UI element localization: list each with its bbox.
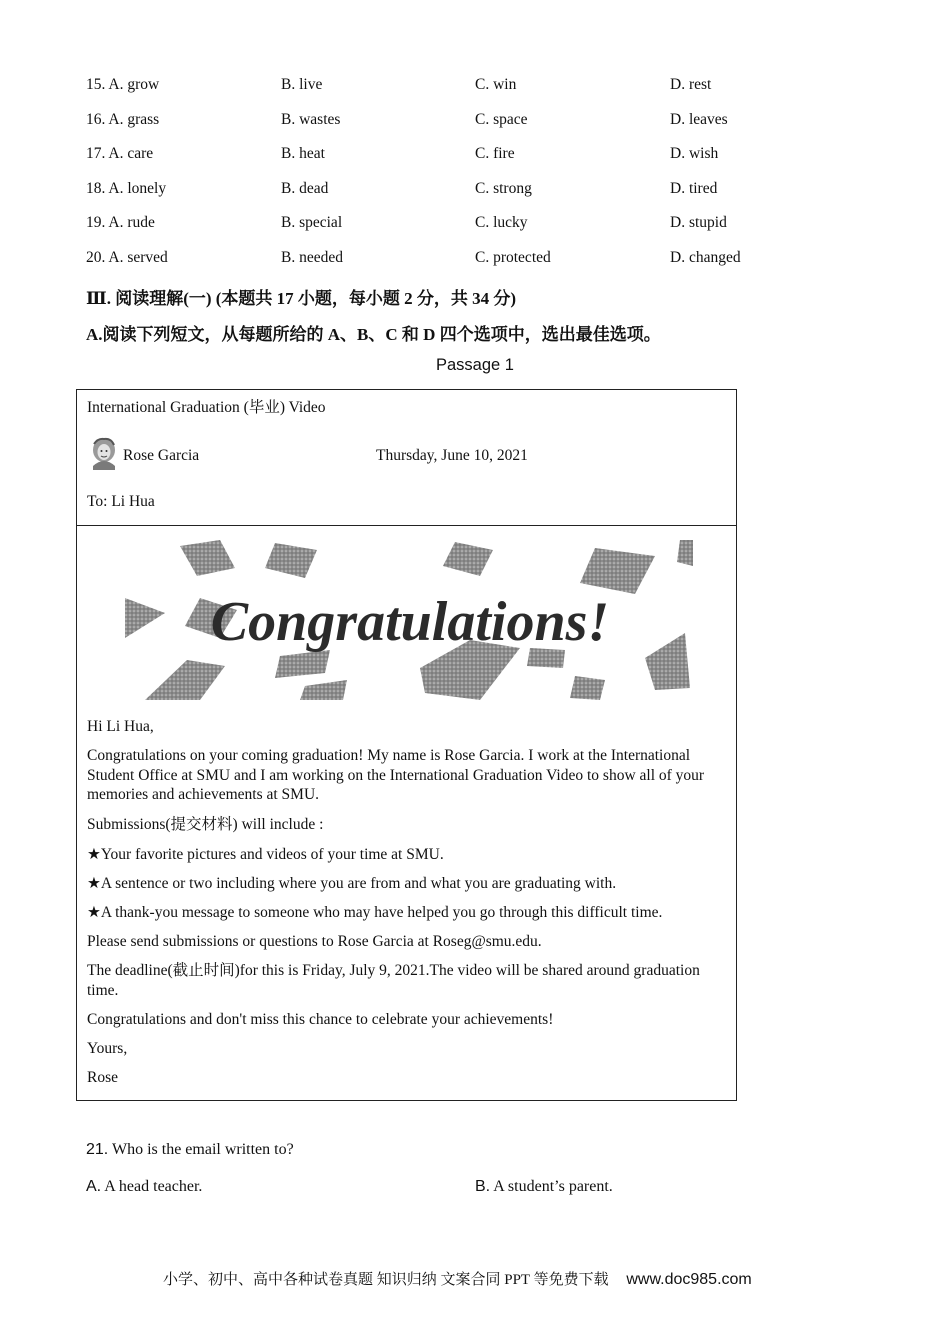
option-c: C. lucky xyxy=(475,214,528,231)
option-a: 20. A. served xyxy=(86,249,168,266)
deadline-text: The deadline(截止时间)for this is Friday, July 9, 2021.The video will be shared around graduation time. xyxy=(87,962,700,999)
question-number: 21. xyxy=(86,1141,109,1158)
option-c: C. protected xyxy=(475,249,551,266)
email-subject: International Graduation (毕业) Video xyxy=(87,399,326,416)
signature: Rose xyxy=(87,1069,118,1086)
header-divider xyxy=(77,525,736,526)
option-b: B. dead xyxy=(281,180,329,197)
option-d: D. leaves xyxy=(670,111,728,128)
option-row-17 xyxy=(86,145,786,167)
option-letter: B. xyxy=(475,1178,491,1195)
option-b: B. special xyxy=(281,214,343,231)
option-row-18 xyxy=(86,180,786,202)
answer-option-a xyxy=(86,1178,202,1196)
email-panel xyxy=(76,389,737,1101)
submission-item: ★A thank-you message to someone who may have helped you go through this difficult time. xyxy=(87,904,663,921)
option-d: D. changed xyxy=(670,249,741,266)
section-instruction: A.阅读下列短文，从每题所给的 A、B、C 和 D 四个选项中，选出最佳选项。 xyxy=(86,325,661,344)
email-intro: Congratulations on your coming graduation! My name is Rose Garcia. I work at the International Student Office at SMU and I am working on the International Graduation Video to show all of your memories and achievements at SMU. xyxy=(87,747,705,803)
option-d: D. stupid xyxy=(670,214,727,231)
submission-item: ★A sentence or two including where you are from and what you are graduating with. xyxy=(87,875,617,892)
banner-text: Congratulations! xyxy=(210,591,610,653)
option-a: 16. A. grass xyxy=(86,111,160,128)
option-c: C. strong xyxy=(475,180,532,197)
option-letter: A. xyxy=(86,1178,102,1195)
option-a: 17. A. care xyxy=(86,145,154,162)
footer-text: 小学、初中、高中各种试卷真题 知识归纳 文案合同 PPT 等免费下载 xyxy=(163,1272,609,1288)
option-row-19 xyxy=(86,214,786,236)
option-a: 18. A. lonely xyxy=(86,180,167,197)
answer-option-b xyxy=(475,1178,613,1196)
sender-avatar-icon xyxy=(89,436,119,470)
option-c: C. fire xyxy=(475,145,515,162)
email-recipient: To: Li Hua xyxy=(87,493,155,510)
option-c: C. win xyxy=(475,76,517,93)
option-row-15 xyxy=(86,76,786,98)
submission-item: ★Your favorite pictures and videos of your time at SMU. xyxy=(87,846,444,863)
congratulations-banner xyxy=(125,538,695,703)
option-d: D. wish xyxy=(670,145,719,162)
question-text: Who is the email written to? xyxy=(111,1141,294,1158)
signoff: Yours, xyxy=(87,1040,128,1057)
sender-name: Rose Garcia xyxy=(123,447,200,464)
question-21 xyxy=(86,1141,294,1159)
option-b: B. live xyxy=(281,76,323,93)
option-b: B. heat xyxy=(281,145,325,162)
email-greeting: Hi Li Hua, xyxy=(87,718,154,735)
option-text: A student’s parent. xyxy=(493,1178,613,1195)
closing-text: Congratulations and don't miss this chance to celebrate your achievements! xyxy=(87,1011,554,1028)
submissions-label: Submissions(提交材料) will include : xyxy=(87,816,324,833)
passage-label: Passage 1 xyxy=(436,356,514,374)
page-footer xyxy=(163,1268,752,1289)
option-b: B. wastes xyxy=(281,111,341,128)
section-title: Ⅲ. 阅读理解(一) (本题共 17 小题，每小题 2 分，共 34 分) xyxy=(86,289,517,308)
option-b: B. needed xyxy=(281,249,343,266)
footer-website-link[interactable]: www.doc985.com xyxy=(626,1271,752,1288)
option-a: 19. A. rude xyxy=(86,214,155,231)
email-date: Thursday, June 10, 2021 xyxy=(376,447,528,464)
option-c: C. space xyxy=(475,111,528,128)
option-row-16 xyxy=(86,111,786,133)
option-d: D. rest xyxy=(670,76,712,93)
option-a: 15. A. grow xyxy=(86,76,160,93)
send-instructions: Please send submissions or questions to Rose Garcia at Roseg@smu.edu. xyxy=(87,933,542,950)
option-d: D. tired xyxy=(670,180,718,197)
option-text: A head teacher. xyxy=(104,1178,203,1195)
option-row-20 xyxy=(86,249,786,271)
